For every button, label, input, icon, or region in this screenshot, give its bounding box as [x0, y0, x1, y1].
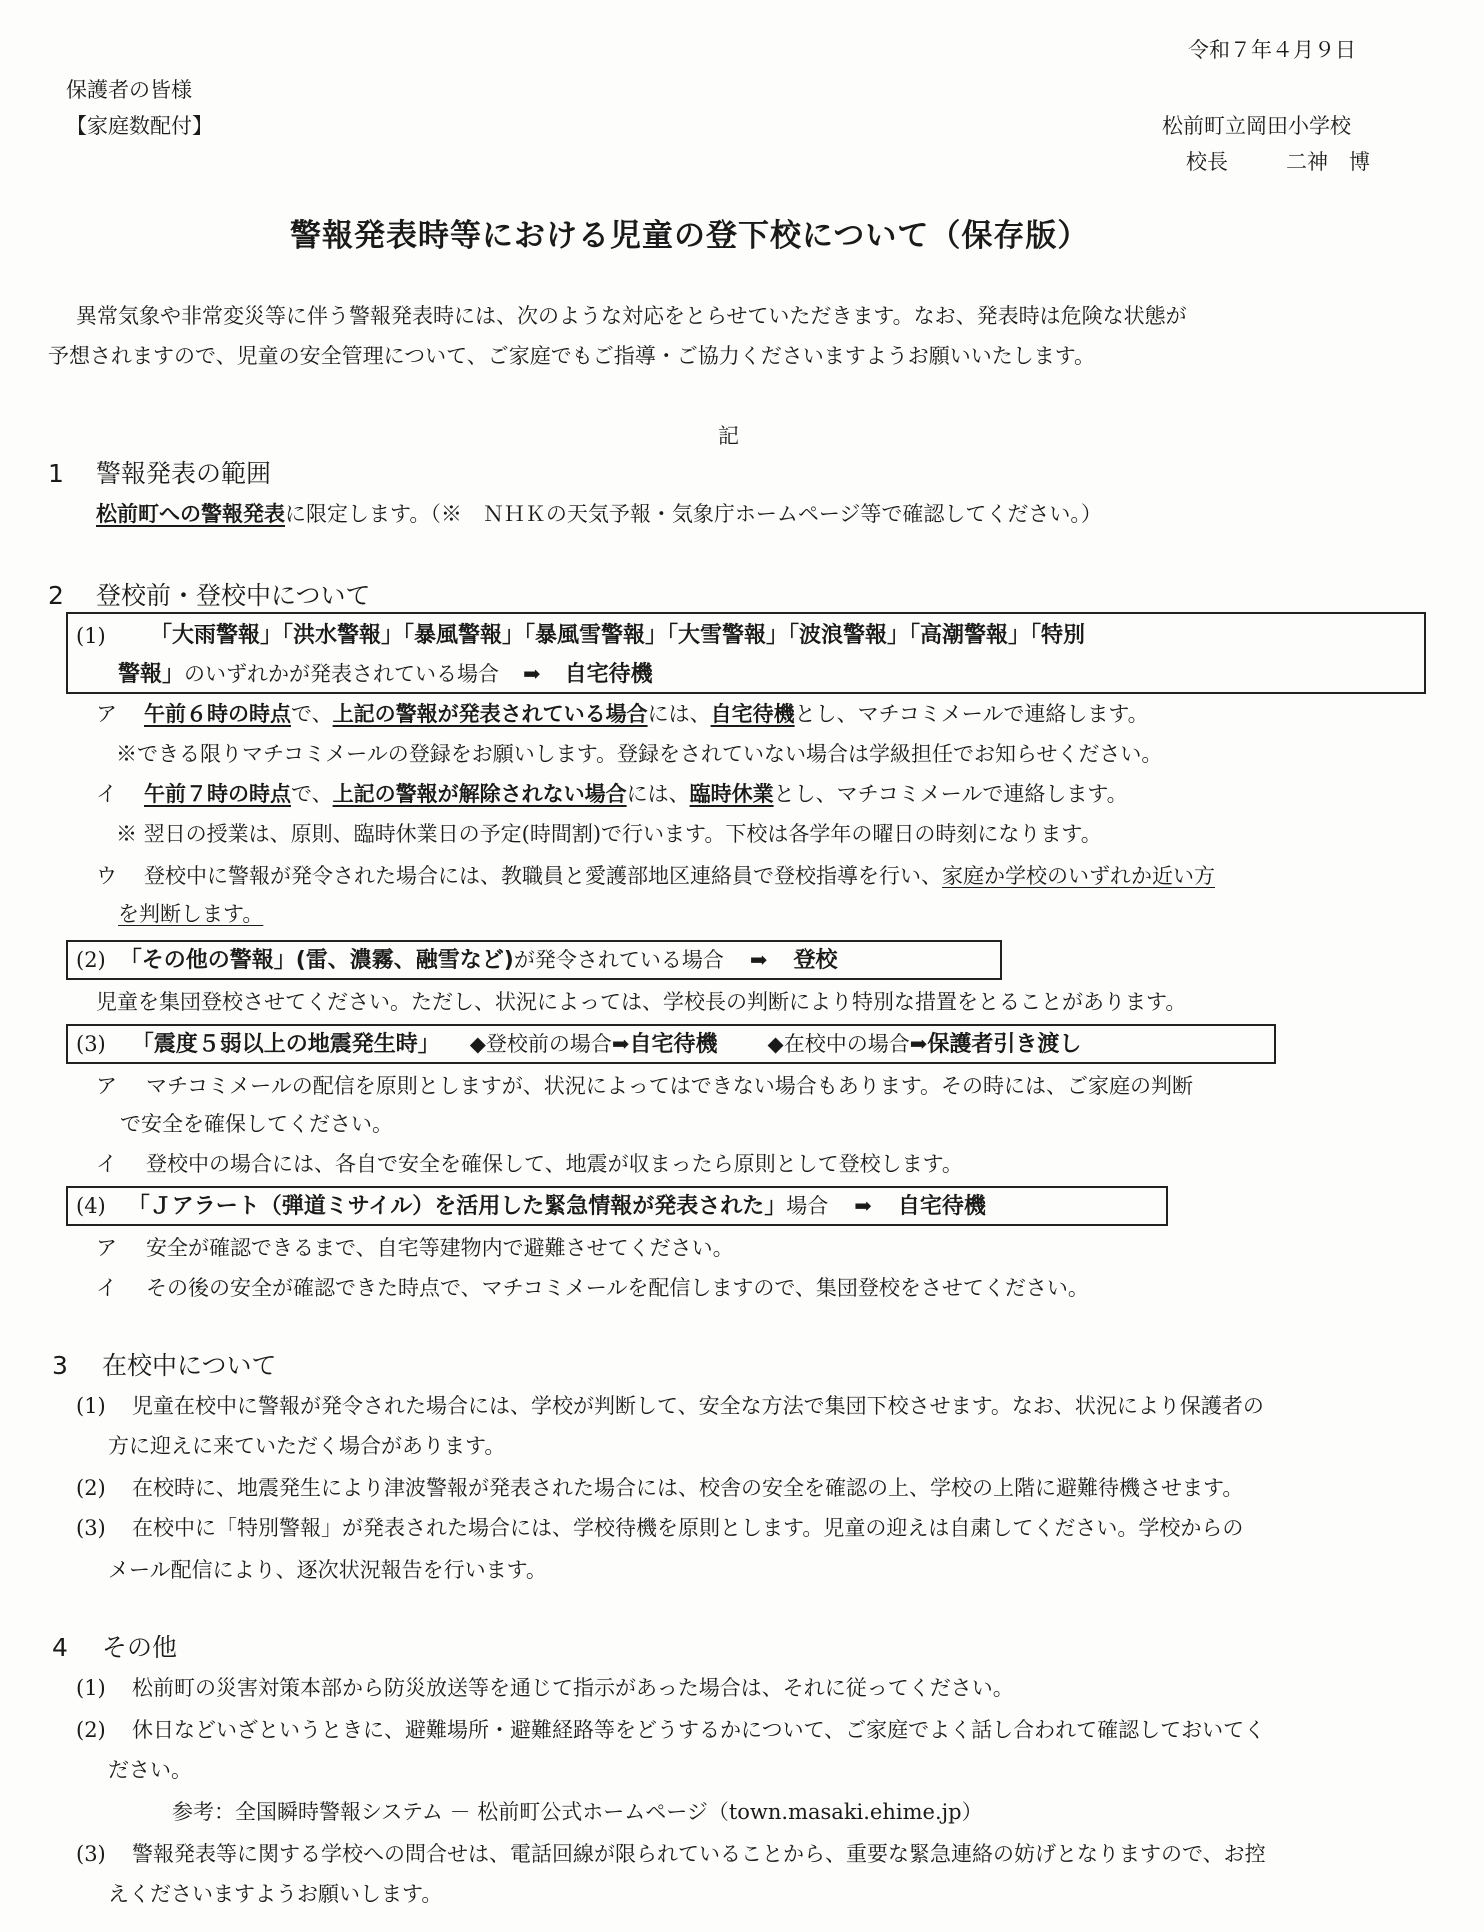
section-3-heading: 在校中について: [102, 1351, 277, 1380]
item-2-3-a-line-2: で安全を確保してください。: [120, 1112, 393, 1136]
item-2-1-label: (1): [76, 624, 106, 648]
item-2-2-body: 児童を集団登校させてください。ただし、状況によっては、学校長の判断により特別な措置をとることがあります。: [96, 990, 1187, 1014]
item-2-2-result: 登校: [793, 948, 838, 973]
item-3-3-line-2: メール配信により、逐次状況報告を行います。: [108, 1558, 547, 1582]
reference-note: 参考：全国瞬時警報システム － 松前町公式ホームページ（town.masaki.ehime.jp）: [172, 1800, 983, 1824]
section-3-number: 3: [52, 1351, 68, 1380]
intro-line-2: 予想されますので、児童の安全管理について、ご家庭でもご指導・ご協力くださいますようお願いいたします。: [48, 344, 1096, 368]
item-2-4-label: (4): [76, 1194, 106, 1218]
item-2-a-time: 午前６時の時点: [144, 702, 291, 726]
item-2-a-t1: で、: [291, 702, 333, 726]
item-2-a-label: ア: [96, 702, 117, 726]
item-2-1-bold: 警報」: [118, 662, 185, 687]
item-2-a-line: [144, 700, 1149, 728]
issue-date: 令和７年４月９日: [1188, 38, 1356, 62]
item-4-2-label: (2): [76, 1718, 106, 1742]
item-2-1-result: 自宅待機: [564, 662, 653, 687]
item-2-4-a-label: ア: [96, 1236, 117, 1260]
item-2-3-bold: 「震度５弱以上の地震発生時」: [131, 1032, 440, 1057]
item-2-i-t2: には、: [626, 782, 690, 806]
item-2-i-label: イ: [96, 782, 117, 806]
item-2-i-t1: で、: [291, 782, 333, 806]
item-2-3-label: (3): [76, 1032, 106, 1056]
section-2-number: 2: [48, 581, 64, 610]
item-4-3-line-1: 警報発表等に関する学校への問合せは、電話回線が限られていることから、重要な緊急連絡の妨げとなりますので、お控: [132, 1842, 1266, 1866]
ki-mark: 記: [718, 424, 739, 448]
section-1-heading: 警報発表の範囲: [96, 459, 272, 488]
principal-name: 二神 博: [1286, 150, 1370, 174]
item-2-4-i-line: その後の安全が確認できた時点で、マチコミメールを配信しますので、集団登校をさせてください。: [146, 1276, 1089, 1300]
item-3-1-line-1: 児童在校中に警報が発令された場合には、学校が判断して、安全な方法で集団下校させます。なお、状況により保護者の: [132, 1394, 1264, 1418]
item-2-2-rest: が発令されている場合: [513, 948, 724, 972]
item-2-a-condition: 上記の警報が発表されている場合: [332, 702, 648, 726]
item-3-3-label: (3): [76, 1516, 106, 1540]
item-2-a-t2: には、: [647, 702, 711, 726]
item-2-i-note: ※ 翌日の授業は、原則、臨時休業日の予定(時間割)で行います。下校は各学年の曜日の時刻になります。: [116, 822, 1102, 846]
item-2-i-line: [144, 780, 1128, 808]
item-2-3-i-label: イ: [96, 1152, 117, 1176]
item-2-a-note: ※できる限りマチコミメールの登録をお願いします。登録をされていない場合は学級担任でお知らせください。: [116, 742, 1163, 766]
item-2-4-line: [76, 1192, 986, 1221]
section-1-rest: に限定します。（※ ＮＨＫの天気予報・気象庁ホームページ等で確認してください。）: [285, 502, 1102, 526]
document-title: 警報発表時等における児童の登下校について（保存版）: [290, 218, 1090, 254]
item-2-3-during: ◆在校中の場合: [767, 1032, 910, 1056]
item-2-3-before-result: 自宅待機: [629, 1032, 718, 1057]
section-1-body: [96, 500, 1102, 528]
item-2-u-underline: 家庭か学校のいずれか近い方: [942, 864, 1215, 888]
item-3-2-line-1: 在校時に、地震発生により津波警報が発表された場合には、校舎の安全を確認の上、学校の上階に避難待機させます。: [132, 1476, 1244, 1500]
item-4-1-label: (1): [76, 1676, 106, 1700]
item-2-2-bold: 「その他の警報」(雷、濃霧、融雪など): [119, 948, 514, 973]
item-2-2-label: (2): [76, 948, 106, 972]
recipient: 保護者の皆様: [66, 78, 192, 102]
item-2-3-a-line-1: マチコミメールの配信を原則としますが、状況によってはできない場合もあります。その時には、ご家庭の判断: [146, 1074, 1194, 1098]
item-2-1-line-2: [118, 660, 653, 689]
item-2-u-line-2: を判断します。: [118, 902, 264, 926]
arrow-icon: ➡: [749, 948, 768, 972]
arrow-icon: ➡: [523, 662, 541, 686]
item-2-i-time: 午前７時の時点: [144, 782, 291, 806]
item-2-u-label: ウ: [96, 864, 117, 888]
arrow-icon: ➡: [854, 1194, 872, 1218]
intro-line-1: 異常気象や非常変災等に伴う警報発表時には、次のような対応をとらせていただきます。なお、発表時は危険な状態が: [76, 304, 1187, 328]
distribution-note: 【家庭数配付】: [66, 114, 213, 138]
item-3-3-line-1: 在校中に「特別警報」が発表された場合には、学校待機を原則とします。児童の迎えは自粛してください。学校からの: [132, 1516, 1244, 1540]
item-4-3-label: (3): [76, 1842, 106, 1866]
principal-title: 校長: [1186, 150, 1228, 174]
section-1-number: 1: [48, 459, 64, 488]
section-4-heading: その他: [102, 1633, 178, 1662]
arrow-icon: ➡: [909, 1032, 928, 1056]
school-name: 松前町立岡田小学校: [1162, 114, 1351, 138]
item-4-1-line-1: 松前町の災害対策本部から防災放送等を通じて指示があった場合は、それに従ってください。: [132, 1676, 1014, 1700]
item-2-4-a-line: 安全が確認できるまで、自宅等建物内で避難させてください。: [146, 1236, 734, 1260]
item-4-2-line-2: ださい。: [108, 1758, 192, 1782]
item-2-4-result: 自宅待機: [897, 1194, 986, 1219]
item-2-3-line: [76, 1030, 1081, 1059]
arrow-icon: ➡: [611, 1032, 630, 1056]
item-2-4-i-label: イ: [96, 1276, 117, 1300]
item-3-1-label: (1): [76, 1394, 106, 1418]
item-2-i-condition: 上記の警報が解除されない場合: [332, 782, 627, 806]
item-2-i-t3: とし、マチコミメールで連絡します。: [773, 782, 1128, 806]
section-4-number: 4: [52, 1633, 68, 1662]
item-2-4-rest: 場合: [786, 1194, 829, 1218]
item-2-a-action: 自宅待機: [710, 702, 795, 726]
item-2-3-a-label: ア: [96, 1074, 117, 1098]
section-2-heading: 登校前・登校中について: [96, 581, 371, 610]
item-4-2-line-1: 休日などいざというときに、避難場所・避難経路等をどうするかについて、ご家庭でよく話し合われて確認しておいてく: [132, 1718, 1266, 1742]
item-3-1-line-2: 方に迎えに来ていただく場合があります。: [108, 1434, 506, 1458]
section-1-emphasis: 松前町への警報発表: [96, 502, 285, 526]
item-2-3-during-result: 保護者引き渡し: [927, 1032, 1082, 1057]
item-2-a-t3: とし、マチコミメールで連絡します。: [794, 702, 1149, 726]
item-2-4-bold: 「Ｊアラート（弾道ミサイル）を活用した緊急情報が発表された」: [127, 1194, 787, 1219]
item-2-u-text: 登校中に警報が発令された場合には、教職員と愛護部地区連絡員で登校指導を行い、: [144, 864, 942, 888]
item-2-1-line-1: 「大雨警報」「洪水警報」「暴風警報」「暴風雪警報」「大雪警報」「波浪警報」「高潮警報」「特別: [150, 623, 1086, 648]
item-4-3-line-2: えくださいますようお願いします。: [108, 1882, 443, 1906]
item-2-u-line-1: [144, 862, 1215, 890]
item-2-i-action: 臨時休業: [689, 782, 774, 806]
item-2-2-line: [76, 946, 838, 975]
item-2-1-rest: のいずれかが発表されている場合: [184, 662, 500, 686]
item-3-2-label: (2): [76, 1476, 106, 1500]
item-2-3-i-line: 登校中の場合には、各自で安全を確保して、地震が収まったら原則として登校します。: [146, 1152, 963, 1176]
item-2-3-before: ◆登校前の場合: [469, 1032, 612, 1056]
